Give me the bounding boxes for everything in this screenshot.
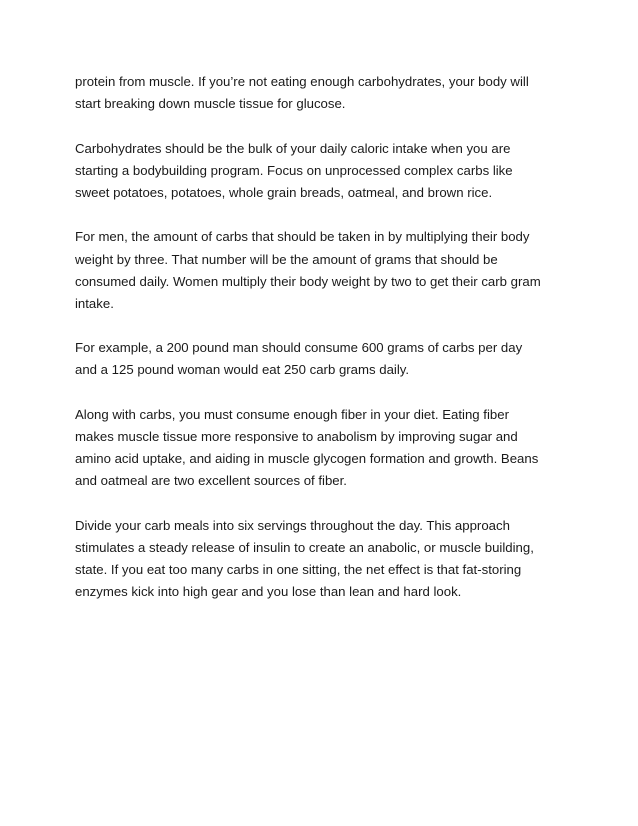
text-line: protein from muscle. If you’re not eating enough carbohydrates, your body will bbox=[75, 74, 529, 89]
paragraph-5 bbox=[75, 404, 539, 493]
text-line: enzymes kick into high gear and you lose than lean and hard look. bbox=[75, 584, 462, 600]
text-line: and a 125 pound woman would eat 250 carb grams daily. bbox=[75, 362, 410, 378]
text-line: intake. bbox=[75, 295, 114, 311]
document-body bbox=[75, 71, 541, 626]
paragraph-1 bbox=[75, 71, 535, 115]
text-line: For example, a 200 pound man should consume 600 grams of carbs per day bbox=[75, 340, 523, 356]
paragraph-2 bbox=[75, 138, 535, 205]
text-line: Along with carbs, you must consume enough fiber in your diet. Eating fiber bbox=[75, 406, 509, 422]
text-line: consumed daily. Women multiply their body weight by two to get their carb gram bbox=[75, 273, 541, 289]
text-line: starting a bodybuilding program. Focus on unprocessed complex carbs like bbox=[75, 162, 513, 178]
text-line: start breaking down muscle tissue for glucose. bbox=[75, 96, 346, 112]
text-line: state. If you eat too many carbs in one sitting, the net effect is that fat-storing bbox=[75, 562, 522, 578]
text-line: amino acid uptake, and aiding in muscle glycogen formation and growth. Beans bbox=[75, 451, 539, 467]
text-line: makes muscle tissue more responsive to anabolism by improving sugar and bbox=[75, 429, 518, 444]
text-line: For men, the amount of carbs that should be taken in by multiplying their body bbox=[75, 229, 530, 245]
text-line: and oatmeal are two excellent sources of fiber. bbox=[75, 473, 347, 489]
text-line: weight by three. That number will be the amount of grams that should be bbox=[75, 251, 498, 267]
paragraph-3 bbox=[75, 226, 541, 315]
paragraph-4 bbox=[75, 337, 535, 381]
text-line: stimulates a steady release of insulin to create an anabolic, or muscle building, bbox=[75, 539, 534, 555]
paragraph-6 bbox=[75, 515, 535, 604]
text-line: Carbohydrates should be the bulk of your daily caloric intake when you are bbox=[75, 140, 511, 156]
text-line: Divide your carb meals into six servings throughout the day. This approach bbox=[75, 517, 510, 533]
text-line: sweet potatoes, potatoes, whole grain breads, oatmeal, and brown rice. bbox=[75, 184, 493, 200]
